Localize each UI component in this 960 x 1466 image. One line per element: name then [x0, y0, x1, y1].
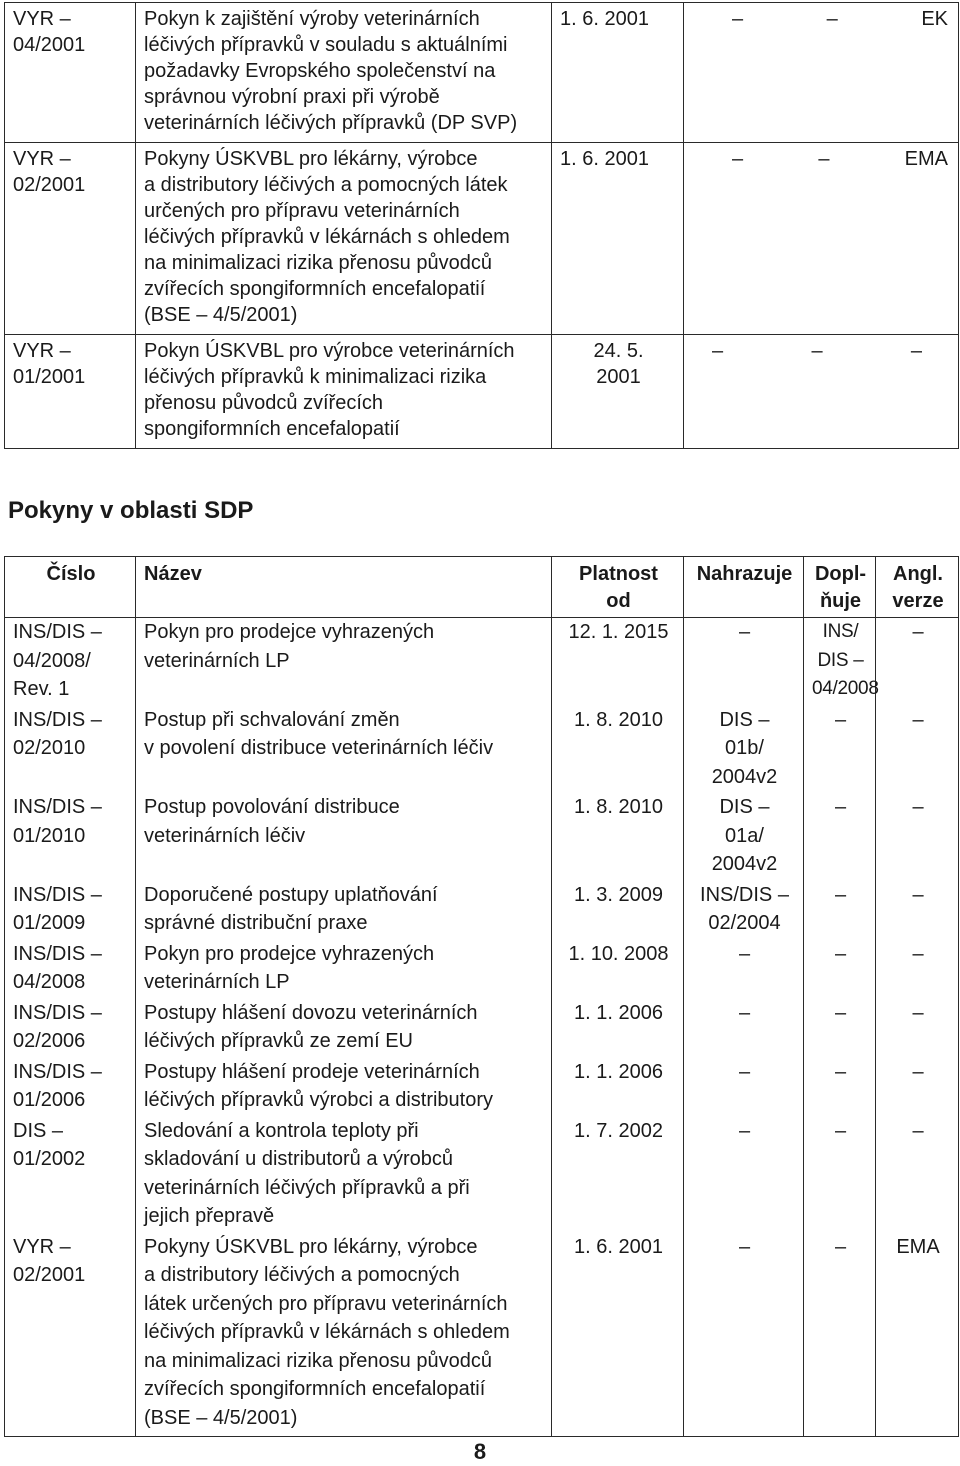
header-nahrazuje: Nahrazuje: [684, 557, 804, 618]
cell-nahrazuje: –: [712, 340, 724, 362]
cell-cislo: INS/DIS – 04/2008: [5, 940, 136, 999]
table-row: [5, 1058, 959, 1117]
cell-cislo: INS/DIS – 04/2008/ Rev. 1: [5, 618, 136, 706]
cell-platnost: 1. 10. 2008: [552, 940, 684, 999]
cell-doplnuje: –: [804, 1058, 876, 1117]
cell-nahrazuje: –: [684, 1058, 804, 1117]
cell-doplnuje: –: [811, 340, 823, 362]
cell-nahrazuje: –: [684, 618, 804, 706]
cell-platnost: 24. 5. 2001: [552, 335, 684, 449]
header-nazev: Název: [136, 557, 552, 618]
table-row: [5, 143, 959, 335]
cell-platnost: 1. 6. 2001: [552, 3, 684, 143]
cell-doplnuje: –: [818, 148, 830, 170]
cell-platnost: 1. 7. 2002: [552, 1117, 684, 1233]
header-doplnuje: Dopl- ňuje: [804, 557, 876, 618]
cell-angl: –: [876, 999, 959, 1058]
table-row: [5, 793, 959, 881]
table-row: [5, 1233, 959, 1437]
cell-angl: EMA: [904, 148, 948, 170]
cell-angl: –: [910, 340, 922, 362]
table-row: [5, 940, 959, 999]
cell-cislo: INS/DIS – 01/2010: [5, 793, 136, 881]
cell-doplnuje: –: [804, 940, 876, 999]
cell-platnost: 1. 8. 2010: [552, 793, 684, 881]
cell-cislo: VYR – 04/2001: [5, 3, 136, 143]
cell-nahrazuje: –: [732, 8, 744, 30]
cell-platnost: 1. 8. 2010: [552, 706, 684, 794]
cell-doplnuje: –: [804, 793, 876, 881]
cell-nazev: Doporučené postupy uplatňování správné distribuční praxe: [136, 881, 552, 940]
cell-angl: –: [876, 1058, 959, 1117]
cell-nahrazuje: –: [684, 999, 804, 1058]
cell-nazev: Pokyny ÚSKVBL pro lékárny, výrobce a distributory léčivých a pomocných látek určených pro přípravu veterinárních léčivých přípravků v lékárnách s ohledem na minimalizaci rizika přenosu původců zvířecích spongiformních encefalopatií (BSE – 4/5/2001): [136, 1233, 552, 1437]
cell-nahrazuje: INS/DIS – 02/2004: [684, 881, 804, 940]
cell-angl: –: [876, 881, 959, 940]
cell-nahrazuje: DIS – 01a/ 2004v2: [684, 793, 804, 881]
cell-doplnuje: –: [804, 999, 876, 1058]
page-number: 8: [473, 1439, 487, 1464]
cell-doplnuje: –: [804, 706, 876, 794]
cell-nazev: Pokyny ÚSKVBL pro lékárny, výrobce a distributory léčivých a pomocných látek určených pro přípravu veterinárních léčivých přípravků v lékárnách s ohledem na minimalizaci rizika přenosu původců zvířecích spongiformních encefalopatií (BSE – 4/5/2001): [136, 143, 552, 335]
header-cislo: Číslo: [5, 557, 136, 618]
cell-nahrazuje: DIS – 01b/ 2004v2: [684, 706, 804, 794]
cell-cislo: INS/DIS – 02/2010: [5, 706, 136, 794]
cell-angl: –: [876, 793, 959, 881]
table-row: [5, 999, 959, 1058]
cell-nazev: Pokyn ÚSKVBL pro výrobce veterinárních léčivých přípravků k minimalizaci rizika přenosu původců zvířecích spongiformních encefalopatií: [136, 335, 552, 449]
cell-merged-meta: [684, 3, 959, 143]
cell-merged-meta: [684, 335, 959, 449]
cell-doplnuje: –: [804, 881, 876, 940]
cell-platnost: 1. 1. 2006: [552, 999, 684, 1058]
cell-nazev: Postup při schvalování změn v povolení distribuce veterinárních léčiv: [136, 706, 552, 794]
cell-platnost: 1. 1. 2006: [552, 1058, 684, 1117]
cell-cislo: VYR – 02/2001: [5, 1233, 136, 1437]
cell-cislo: VYR – 01/2001: [5, 335, 136, 449]
cell-platnost: 1. 3. 2009: [552, 881, 684, 940]
cell-cislo: INS/DIS – 02/2006: [5, 999, 136, 1058]
cell-angl: EMA: [876, 1233, 959, 1437]
header-angl: Angl. verze: [876, 557, 959, 618]
cell-platnost: 12. 1. 2015: [552, 618, 684, 706]
top-table: [4, 2, 959, 449]
cell-nazev: Pokyn pro prodejce vyhrazených veterinárních LP: [136, 618, 552, 706]
table-row: [5, 335, 959, 449]
cell-doplnuje: –: [804, 1117, 876, 1233]
cell-nazev: Postupy hlášení prodeje veterinárních léčivých přípravků výrobci a distributory: [136, 1058, 552, 1117]
cell-doplnuje: –: [804, 1233, 876, 1437]
cell-nahrazuje: –: [684, 1117, 804, 1233]
cell-angl: –: [876, 940, 959, 999]
cell-cislo: INS/DIS – 01/2006: [5, 1058, 136, 1117]
table-row: [5, 1117, 959, 1233]
cell-cislo: VYR – 02/2001: [5, 143, 136, 335]
header-platnost: Platnost od: [552, 557, 684, 618]
table-row: [5, 881, 959, 940]
cell-angl: –: [876, 618, 959, 706]
cell-doplnuje: INS/ DIS – 04/2008: [804, 618, 876, 706]
table-row: [5, 618, 959, 706]
cell-merged-meta: [684, 143, 959, 335]
cell-nahrazuje: –: [684, 940, 804, 999]
cell-nazev: Pokyn k zajištění výroby veterinárních léčivých přípravků v souladu s aktuálními požadavky Evropského společenství na správnou výrobní praxi při výrobě veterinárních léčivých přípravků (DP SVP): [136, 3, 552, 143]
cell-nazev: Postup povolování distribuce veterinárních léčiv: [136, 793, 552, 881]
table-row: [5, 706, 959, 794]
table-row: [5, 3, 959, 143]
cell-nahrazuje: –: [732, 148, 744, 170]
cell-angl: EK: [921, 8, 948, 30]
section-title: Pokyny v oblasti SDP: [8, 497, 254, 524]
cell-doplnuje: –: [826, 8, 838, 30]
cell-cislo: INS/DIS – 01/2009: [5, 881, 136, 940]
cell-nahrazuje: –: [684, 1233, 804, 1437]
cell-angl: –: [876, 1117, 959, 1233]
cell-nazev: Sledování a kontrola teploty při skladování u distributorů a výrobců veterinárních léčivých přípravků a při jejich přepravě: [136, 1117, 552, 1233]
cell-nazev: Postupy hlášení dovozu veterinárních léčivých přípravků ze zemí EU: [136, 999, 552, 1058]
table-header-row: [5, 557, 959, 618]
cell-cislo: DIS – 01/2002: [5, 1117, 136, 1233]
cell-platnost: 1. 6. 2001: [552, 1233, 684, 1437]
sdp-table: [4, 556, 959, 1437]
cell-angl: –: [876, 706, 959, 794]
cell-nazev: Pokyn pro prodejce vyhrazených veterinárních LP: [136, 940, 552, 999]
cell-platnost: 1. 6. 2001: [552, 143, 684, 335]
